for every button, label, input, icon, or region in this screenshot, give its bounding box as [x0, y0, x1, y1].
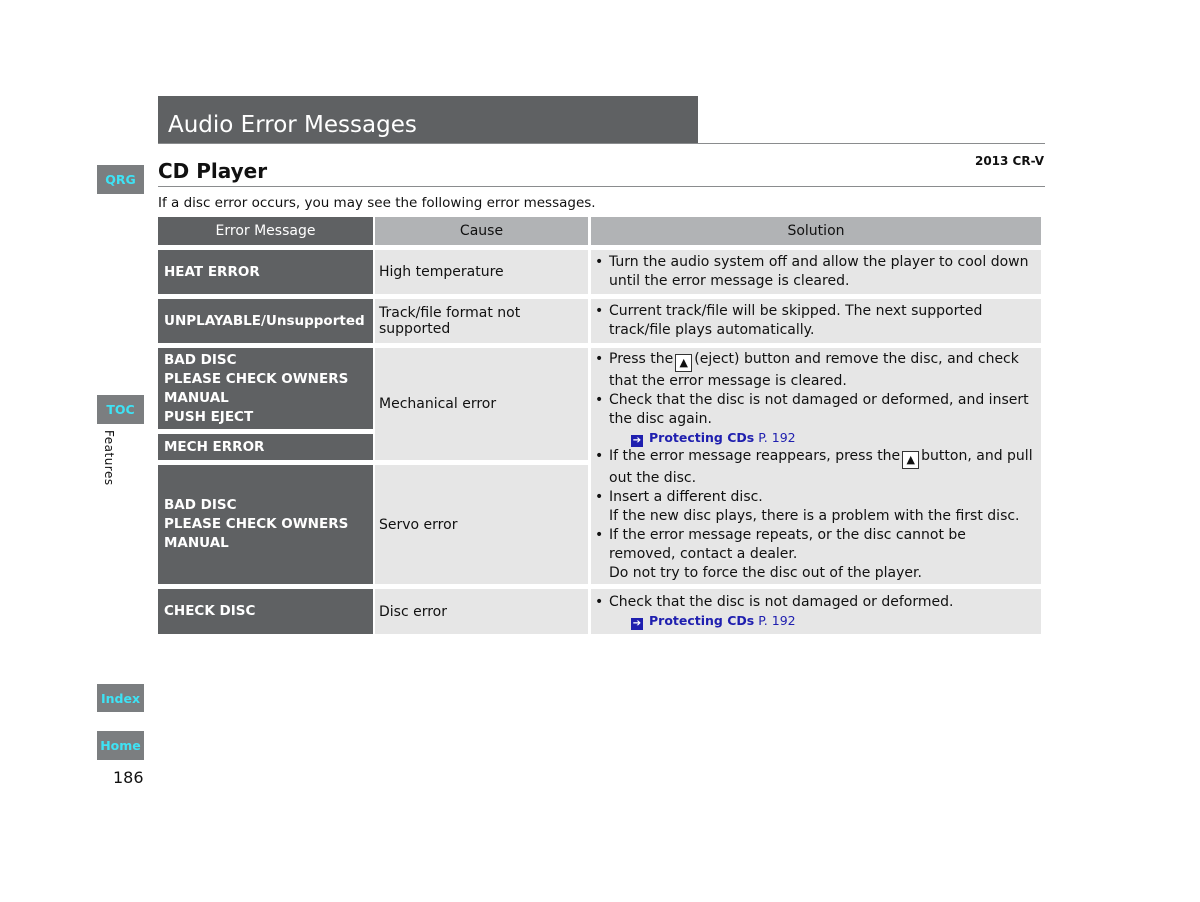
index-tab[interactable]: Index	[97, 684, 144, 712]
solution-bullet	[595, 391, 1035, 429]
solution-bullet	[595, 488, 1035, 526]
page-number: 186	[113, 768, 144, 787]
reference-label[interactable]: Protecting CDs	[649, 613, 755, 628]
chapter-label: Features	[102, 430, 116, 486]
solution-line: If the new disc plays, there is a problem with the first disc.	[609, 507, 1020, 524]
reference-link[interactable]	[595, 429, 1035, 447]
solution-text: Check that the disc is not damaged or deformed.	[609, 594, 954, 610]
error-message-text: MECH ERROR	[164, 438, 265, 455]
solution-shared	[591, 348, 1041, 584]
toc-tab[interactable]: TOC	[97, 395, 144, 424]
section-title: CD Player	[158, 159, 268, 183]
solution-bullet	[595, 302, 1035, 340]
error-message-check-disc	[158, 589, 373, 634]
error-message-line: BAD DISC	[164, 351, 237, 368]
solution-text	[609, 488, 1035, 526]
error-message-line: MANUAL	[164, 389, 229, 406]
section-divider	[158, 186, 1045, 187]
solution-text: Current track/file will be skipped. The next supported track/file plays automatically.	[609, 303, 983, 338]
error-message-line: PUSH EJECT	[164, 408, 254, 425]
bullet-icon: •	[595, 391, 604, 408]
solution-check-disc	[591, 589, 1041, 634]
solution-text: Turn the audio system off and allow the player to cool down until the error message is cleared.	[609, 254, 1029, 289]
bullet-icon: •	[595, 447, 604, 464]
model-label: 2013 CR-V	[974, 154, 1044, 168]
bullet-icon: •	[595, 488, 604, 505]
solution-text	[609, 447, 1035, 488]
bullet-icon: •	[595, 526, 604, 543]
cause-heat	[375, 250, 588, 294]
solution-line: Do not try to force the disc out of the player.	[609, 564, 922, 581]
cause-servo	[375, 465, 588, 584]
solution-bullet	[595, 593, 1035, 612]
solution-bullet	[595, 350, 1035, 391]
bullet-icon: •	[595, 350, 604, 367]
solution-unplayable	[591, 299, 1041, 343]
error-message-line: BAD DISC	[164, 497, 237, 513]
reference-label[interactable]: Protecting CDs	[649, 429, 755, 445]
bullet-icon: •	[595, 303, 604, 319]
reference-link[interactable]	[595, 612, 1035, 630]
eject-icon: ▲	[902, 451, 919, 469]
title-divider	[158, 143, 1045, 144]
error-message-text: HEAT ERROR	[164, 263, 260, 280]
reference-page[interactable]: P. 192	[758, 613, 796, 628]
solution-text: Check that the disc is not damaged or deformed, and insert the disc again.	[609, 391, 1029, 427]
home-tab[interactable]: Home	[97, 731, 144, 760]
reference-arrow-icon: ➔	[632, 434, 642, 446]
cause-unplayable	[375, 299, 588, 343]
error-message-text: CHECK DISC	[164, 603, 256, 619]
solution-heat	[591, 250, 1041, 294]
error-message-heat	[158, 250, 373, 294]
reference-arrow-icon: ➔	[632, 618, 642, 629]
cause-text: Servo error	[379, 516, 458, 533]
solution-text	[609, 526, 1035, 583]
header-cause: Cause	[375, 217, 588, 245]
solution-bullet	[595, 253, 1035, 291]
cause-text: Track/file format not supported	[379, 305, 521, 337]
solution-fragment: (eject) button and remove the disc, and check that the error message is cleared.	[609, 350, 1019, 389]
error-message-line: PLEASE CHECK OWNERS	[164, 370, 349, 387]
error-message-line: MANUAL	[164, 535, 229, 551]
page-title: Audio Error Messages	[158, 96, 698, 144]
header-error-message: Error Message	[158, 217, 373, 245]
error-message-line: PLEASE CHECK OWNERS	[164, 516, 349, 532]
solution-bullet	[595, 447, 1035, 488]
cause-text: High temperature	[379, 264, 504, 280]
error-message-unplayable	[158, 299, 373, 343]
header-solution: Solution	[591, 217, 1041, 245]
reference-page[interactable]: P. 192	[758, 429, 796, 445]
solution-fragment: If the error message reappears, press the	[609, 447, 901, 464]
solution-bullet	[595, 526, 1035, 583]
intro-text: If a disc error occurs, you may see the following error messages.	[158, 195, 596, 211]
cause-disc	[375, 589, 588, 634]
solution-line: Insert a different disc.	[609, 488, 763, 505]
cause-mechanical	[375, 348, 588, 460]
qrg-tab[interactable]: QRG	[97, 165, 144, 194]
bullet-icon: •	[595, 594, 604, 610]
solution-text	[609, 350, 1035, 391]
cause-text: Disc error	[379, 603, 448, 620]
bullet-icon: •	[595, 254, 604, 270]
cause-text: Mechanical error	[379, 396, 497, 412]
error-message-mech	[158, 434, 373, 460]
eject-icon: ▲	[675, 354, 692, 372]
error-message-text: UNPLAYABLE/Unsupported	[164, 312, 365, 329]
solution-line: If the error message repeats, or the disc cannot be removed, contact a dealer.	[609, 526, 966, 562]
error-message-bad-disc	[158, 465, 373, 584]
solution-fragment: Press the	[609, 350, 674, 367]
solution-fragment: button, and pull out the disc.	[609, 447, 1033, 486]
error-message-bad-disc-push-eject	[158, 348, 373, 429]
